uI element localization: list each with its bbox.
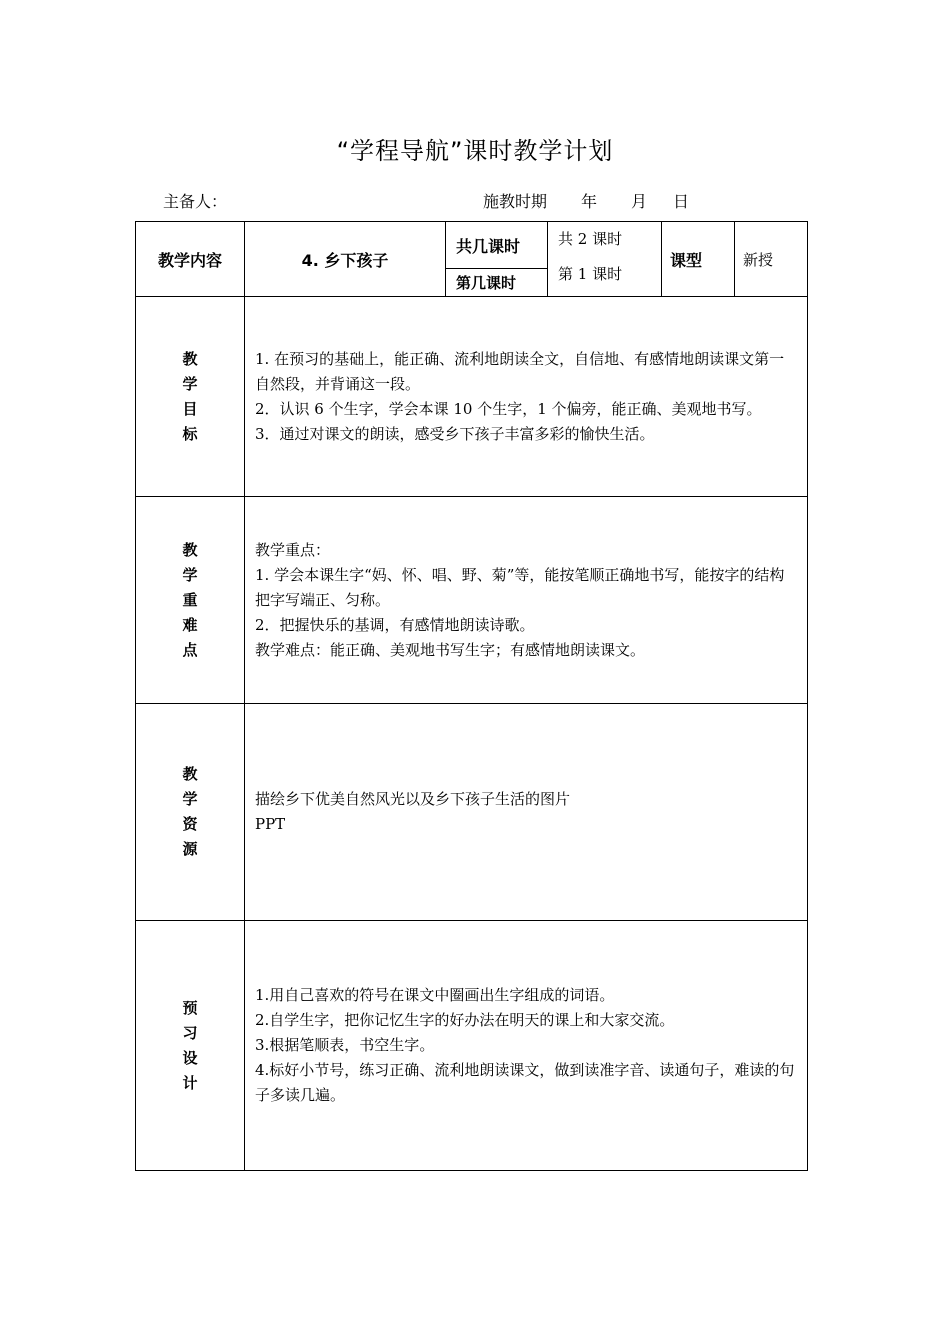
content-line: 1. 学会本课生字“妈、怀、唱、野、菊”等，能按笔顺正确地书写，能按字的结构把字写端正、匀称。: [255, 565, 785, 609]
lesson-title: 4. 乡下孩子: [245, 222, 446, 297]
day-label: 日: [673, 192, 690, 211]
content-line: 描绘乡下优美自然风光以及乡下孩子生活的图片: [255, 790, 571, 808]
preparer-label: 主备人：: [163, 192, 228, 211]
content-line: 1.用自己喜欢的符号在课文中圈画出生字组成的词语。: [255, 986, 615, 1004]
teaching-content-label: 教学内容: [136, 222, 245, 297]
label-char: 难: [182, 615, 198, 634]
section-label-key-points: [136, 497, 245, 704]
content-line: 2．把握快乐的基调，有感情地朗读诗歌。: [255, 615, 535, 634]
content-line: 教学重点：: [255, 540, 331, 559]
current-period-value: 第 1 课时: [558, 265, 623, 283]
section-label-preview: [136, 921, 245, 1171]
label-char: 学: [182, 565, 198, 584]
section-row-key-points: [136, 497, 808, 704]
section-label-objectives: [136, 297, 245, 497]
label-char: 设: [182, 1048, 198, 1067]
section-content-resources: [245, 704, 808, 921]
label-char: 重: [182, 590, 198, 609]
label-char: 标: [182, 424, 198, 443]
section-row-resources: [136, 704, 808, 921]
label-char: 资: [182, 815, 198, 833]
teaching-date: [483, 189, 689, 212]
label-char: 习: [182, 1023, 198, 1042]
label-char: 教: [182, 765, 198, 783]
content-line: 4.标好小节号，练习正确、流利地朗读课文，做到读准字音、读通句子，难读的句子多读几遍。: [255, 1061, 795, 1104]
lesson-type-value: 新授: [735, 222, 808, 297]
content-line: PPT: [255, 815, 286, 833]
label-char: 预: [182, 998, 198, 1017]
total-periods-value: 共 2 课时: [558, 230, 623, 248]
section-content-key-points: [245, 497, 808, 704]
content-line: 3.根据笔顺表，书空生字。: [255, 1036, 435, 1054]
section-label-resources: [136, 704, 245, 921]
label-char: 教: [182, 349, 198, 368]
content-line: 3．通过对课文的朗读，感受乡下孩子丰富多彩的愉快生活。: [255, 424, 655, 443]
lesson-type-label: 课型: [662, 222, 735, 297]
content-line: 1. 在预习的基础上，能正确、流利地朗读全文，自信地、有感情地朗读课文第一自然段，并背诵这一段。: [255, 349, 785, 393]
month-label: 月: [631, 192, 648, 211]
lesson-plan-table: [135, 221, 808, 1171]
label-char: 学: [182, 790, 198, 808]
label-char: 目: [182, 399, 198, 418]
label-char: 计: [182, 1073, 198, 1092]
total-periods-label: 共几课时: [446, 222, 548, 269]
section-content-objectives: [245, 297, 808, 497]
label-char: 教: [182, 540, 198, 559]
lesson-info-row: [136, 222, 808, 269]
label-char: 源: [182, 840, 198, 858]
current-period-label: 第几课时: [446, 269, 548, 297]
page-title: “学程导航”课时教学计划: [336, 137, 614, 165]
section-row-preview: [136, 921, 808, 1171]
date-label: 施教时期: [483, 192, 548, 211]
period-values: [548, 222, 662, 297]
section-content-preview: [245, 921, 808, 1171]
section-row-objectives: [136, 297, 808, 497]
content-line: 教学难点：能正确、美观地书写生字；有感情地朗读课文。: [255, 640, 646, 659]
label-char: 点: [182, 640, 198, 659]
year-label: 年: [581, 192, 598, 211]
label-char: 学: [182, 374, 198, 393]
content-line: 2．认识 6 个生字，学会本课 10 个生字，1 个偏旁，能正确、美观地书写。: [255, 399, 762, 418]
content-line: 2.自学生字，把你记忆生字的好办法在明天的课上和大家交流。: [255, 1011, 675, 1029]
